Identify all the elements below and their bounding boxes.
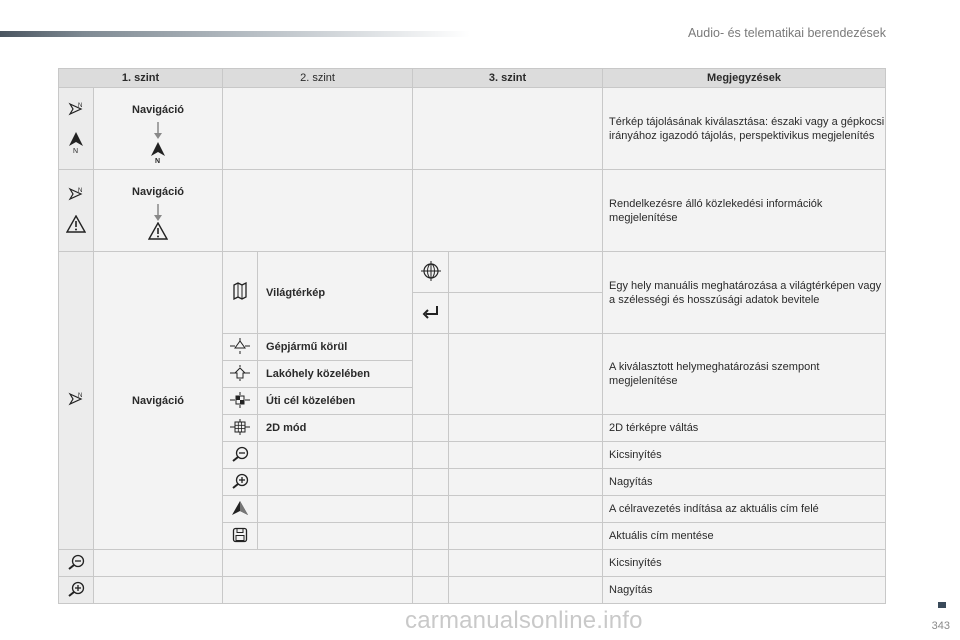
level1-label: Navigáció bbox=[132, 186, 184, 198]
empty-cell bbox=[449, 550, 603, 577]
empty-cell bbox=[449, 415, 603, 442]
note-cell: A kiválasztott helymeghatározási szempont megjelenítése bbox=[603, 334, 886, 415]
empty-cell bbox=[258, 469, 413, 496]
icon-cell bbox=[223, 334, 258, 361]
icon-cell bbox=[223, 361, 258, 388]
note-cell: Nagyítás bbox=[603, 577, 886, 604]
level1-cell bbox=[94, 170, 223, 252]
level1-label: Navigáció bbox=[132, 104, 184, 116]
watermark: carmanualsonline.info bbox=[405, 607, 643, 634]
location-destination-icon bbox=[229, 391, 251, 409]
empty-cell bbox=[223, 550, 413, 577]
empty-cell bbox=[413, 469, 449, 496]
svg-text:N: N bbox=[78, 102, 83, 109]
level1-cell bbox=[94, 88, 223, 170]
arrow-down-icon bbox=[153, 204, 163, 222]
note-cell: Kicsinyítés bbox=[603, 442, 886, 469]
crosshair-globe-icon bbox=[420, 260, 442, 282]
north-arrow-icon bbox=[68, 186, 84, 202]
page-number: 343 bbox=[931, 620, 950, 632]
empty-cell bbox=[413, 170, 603, 252]
mode-2d-label: 2D mód bbox=[258, 415, 413, 442]
save-icon bbox=[232, 527, 248, 543]
icon-cell bbox=[59, 577, 94, 604]
empty-cell bbox=[449, 252, 603, 293]
note-cell: Térkép tájolásának kiválasztása: északi vagy a gépkocsi irányához igazodó tájolás, perspektivikus megjelenítés bbox=[603, 88, 886, 170]
compass-north-icon bbox=[148, 140, 168, 164]
note-cell: 2D térképre váltás bbox=[603, 415, 886, 442]
note-cell: A célravezetés indítása az aktuális cím felé bbox=[603, 496, 886, 523]
page-header-title: Audio- és telematikai berendezések bbox=[687, 26, 886, 40]
zoom-in-icon bbox=[66, 581, 86, 597]
header-level-3: 3. szint bbox=[413, 69, 603, 88]
empty-cell bbox=[413, 523, 449, 550]
header-bar bbox=[0, 31, 470, 37]
world-map-icon bbox=[231, 282, 249, 300]
empty-cell bbox=[449, 469, 603, 496]
warning-triangle-icon bbox=[148, 222, 168, 240]
icon-cell bbox=[223, 388, 258, 415]
table-row bbox=[59, 170, 886, 252]
empty-cell bbox=[449, 496, 603, 523]
enter-return-icon bbox=[422, 304, 440, 320]
icon-cell bbox=[59, 550, 94, 577]
empty-cell bbox=[449, 293, 603, 334]
empty-cell bbox=[413, 334, 449, 415]
near-home-label: Lakóhely közelében bbox=[258, 361, 413, 388]
table-row bbox=[59, 88, 886, 170]
empty-cell bbox=[223, 88, 413, 170]
icon-cell bbox=[413, 293, 449, 334]
icon-cell bbox=[59, 88, 94, 170]
empty-cell bbox=[223, 170, 413, 252]
header-level-1: 1. szint bbox=[59, 69, 223, 88]
icon-cell bbox=[223, 523, 258, 550]
empty-cell bbox=[413, 442, 449, 469]
footer-marker bbox=[938, 602, 946, 608]
north-arrow-icon bbox=[68, 391, 84, 407]
map-2d-icon bbox=[229, 418, 251, 436]
around-vehicle-label: Gépjármű körül bbox=[258, 334, 413, 361]
table-row bbox=[59, 550, 886, 577]
note-cell: Aktuális cím mentése bbox=[603, 523, 886, 550]
table-row bbox=[59, 252, 886, 293]
navigation-menu-table bbox=[58, 68, 886, 604]
zoom-out-icon bbox=[230, 446, 250, 462]
empty-cell bbox=[449, 577, 603, 604]
icon-cell bbox=[223, 469, 258, 496]
empty-cell bbox=[94, 550, 223, 577]
header-level-2: 2. szint bbox=[223, 69, 413, 88]
icon-cell bbox=[59, 252, 94, 550]
empty-cell bbox=[223, 577, 413, 604]
svg-text:N: N bbox=[78, 393, 83, 399]
icon-cell bbox=[223, 442, 258, 469]
note-cell: Rendelkezésre álló közlekedési információk megjelenítése bbox=[603, 170, 886, 252]
world-map-label: Világtérkép bbox=[258, 252, 413, 334]
location-home-icon bbox=[229, 364, 251, 382]
icon-cell bbox=[223, 415, 258, 442]
empty-cell bbox=[413, 577, 449, 604]
empty-cell bbox=[258, 496, 413, 523]
empty-cell bbox=[449, 442, 603, 469]
compass-north-icon bbox=[66, 130, 86, 154]
location-vehicle-icon bbox=[229, 337, 251, 355]
empty-cell bbox=[413, 496, 449, 523]
empty-cell bbox=[413, 415, 449, 442]
empty-cell bbox=[449, 334, 603, 415]
empty-cell bbox=[94, 577, 223, 604]
svg-text:N: N bbox=[155, 158, 161, 164]
empty-cell bbox=[449, 523, 603, 550]
note-cell: Kicsinyítés bbox=[603, 550, 886, 577]
svg-text:N: N bbox=[78, 187, 83, 194]
icon-cell bbox=[223, 496, 258, 523]
arrow-down-icon bbox=[153, 122, 163, 140]
header-notes: Megjegyzések bbox=[603, 69, 886, 88]
level1-label: Navigáció bbox=[94, 252, 223, 550]
near-destination-label: Úti cél közelében bbox=[258, 388, 413, 415]
table-header-row bbox=[59, 69, 886, 88]
icon-cell bbox=[59, 170, 94, 252]
warning-triangle-icon bbox=[66, 215, 86, 233]
empty-cell bbox=[413, 550, 449, 577]
svg-text:N: N bbox=[73, 147, 79, 154]
empty-cell bbox=[413, 88, 603, 170]
table-row bbox=[59, 577, 886, 604]
note-cell: Egy hely manuális meghatározása a világtérképen vagy a szélességi és hosszúsági adatok bevitele bbox=[603, 252, 886, 334]
icon-cell bbox=[223, 252, 258, 334]
zoom-in-icon bbox=[230, 473, 250, 489]
guidance-arrow-icon bbox=[231, 500, 249, 516]
empty-cell bbox=[258, 442, 413, 469]
zoom-out-icon bbox=[66, 554, 86, 570]
empty-cell bbox=[258, 523, 413, 550]
icon-cell bbox=[413, 252, 449, 293]
note-cell: Nagyítás bbox=[603, 469, 886, 496]
north-arrow-icon bbox=[68, 101, 84, 117]
